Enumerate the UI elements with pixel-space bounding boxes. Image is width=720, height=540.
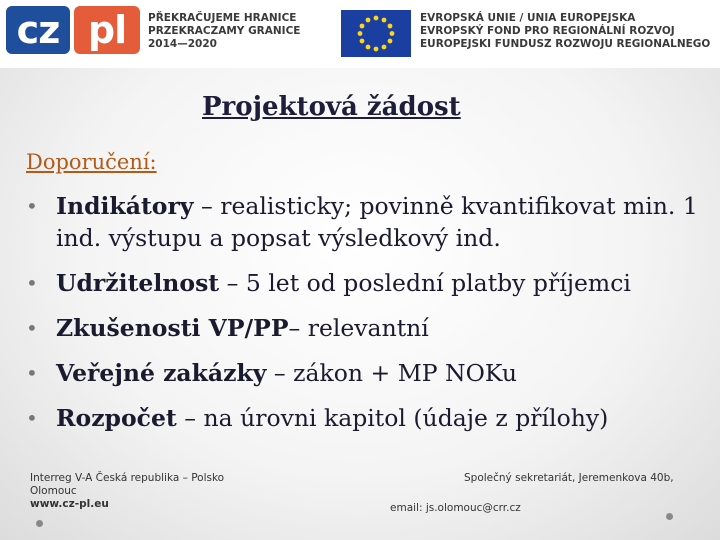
bullet-icon: • [26,361,38,385]
bullet-text: – relevantní [288,314,429,342]
bullet-keyword: Indikátory [56,192,194,220]
eu-line-3: EUROPEJSKI FUNDUSZ ROZWOJU REGIONALNEGO [420,38,711,50]
slide-title: Projektová žádost [202,92,461,122]
slide-subtitle: Doporučení: [26,150,157,174]
header-banner [0,0,720,68]
program-line-2: PRZEKRACZAMY GRANICE [148,25,301,37]
list-item [26,267,706,299]
footer-email[interactable]: email: js.olomouc@crr.cz [390,502,521,514]
list-item [26,357,706,389]
eu-line-2: EVROPSKÝ FOND PRO REGIONÁLNÍ ROZVOJ [420,25,675,37]
bullet-keyword: Rozpočet [56,404,177,432]
recommendation-list [26,190,706,447]
bullet-icon: • [26,316,38,340]
decorative-dot [36,520,43,527]
program-line-1: PŘEKRAČUJEME HRANICE [148,12,297,24]
bullet-text: – realisticky; povinně kvantifikovat min. 1 ind. výstupu a popsat výsledkový ind. [56,192,698,252]
logo-pl: pl [74,6,140,54]
program-line-3: 2014—2020 [148,38,217,50]
bullet-text: – zákon + MP NOKu [266,359,518,387]
eu-line-1: EVROPSKÁ UNIE / UNIA EUROPEJSKA [420,12,636,24]
footer-website-link[interactable]: www.cz-pl.eu [30,498,109,510]
program-text [148,12,300,51]
interreg-cz-pl-logo [6,6,140,54]
bullet-icon: • [26,194,38,218]
footer-left [30,472,224,511]
bullet-keyword: Veřejné zakázky [56,359,267,387]
bullet-keyword: Zkušenosti VP/PP [56,314,289,342]
bullet-text: – 5 let od poslední platby příjemci [219,269,631,297]
eu-flag-icon [341,10,411,57]
bullet-icon: • [26,271,38,295]
list-item [26,402,706,434]
footer-city: Olomouc [30,485,77,497]
logo-cz: cz [6,6,70,54]
decorative-dot [666,513,673,520]
eu-fund-text [420,12,710,51]
footer-address: Společný sekretariát, Jeremenkova 40b, [464,472,674,484]
bullet-icon: • [26,406,38,430]
list-item [26,312,706,344]
bullet-keyword: Udržitelnost [56,269,220,297]
list-item [26,190,706,254]
bullet-text: – na úrovni kapitol (údaje z přílohy) [176,404,609,432]
footer-program: Interreg V-A Česká republika – Polsko [30,472,225,484]
